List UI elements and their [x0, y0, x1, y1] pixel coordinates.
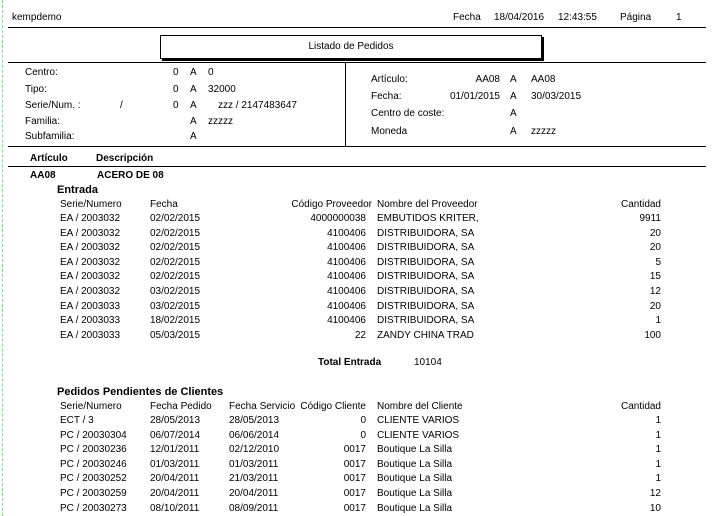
pend-col-serie: Serie/Numero [60, 401, 122, 412]
pend-col-codigo: Código Cliente [300, 401, 366, 412]
pend-col-cantidad: Cantidad [620, 401, 661, 412]
entrada-cell-nombre: DISTRIBUIDORA, SA [377, 227, 475, 239]
entrada-cell-serie: EA / 2003033 [60, 300, 121, 312]
pend-cell-fecha-servicio: 02/12/2010 [229, 444, 280, 456]
pend-cell-cantidad: 10 [649, 502, 661, 514]
pend-cell-fecha-pedido: 20/04/2011 [150, 473, 200, 485]
total-entrada-value: 10104 [414, 357, 442, 368]
section-title-entrada: Entrada [57, 184, 98, 196]
filter-divider [345, 62, 346, 146]
filter-to-marker: A [190, 116, 197, 127]
entrada-cell-serie: EA / 2003032 [60, 242, 121, 254]
entrada-cell-fecha: 02/02/2015 [150, 271, 201, 283]
entrada-col-cantidad: Cantidad [620, 199, 661, 210]
entrada-cell-nombre: DISTRIBUIDORA, SA [377, 271, 475, 283]
filter-label-fecha: Fecha: [371, 91, 402, 102]
page-number: 1 [676, 12, 682, 23]
entrada-col-nombre: Nombre del Proveedor [377, 199, 478, 210]
pend-col-fecha-servicio: Fecha Servicio [229, 401, 296, 412]
pend-cell-fecha-servicio: 06/06/2014 [229, 429, 280, 441]
pend-cell-codigo: 0017 [343, 502, 366, 514]
pend-cell-fecha-servicio: 01/03/2011 [229, 458, 279, 470]
entrada-cell-nombre: DISTRIBUIDORA, SA [377, 242, 475, 254]
filter-label-centro-coste: Centro de coste: [371, 108, 445, 119]
entrada-cell-codigo: 4100406 [327, 300, 366, 312]
section-title-pendientes: Pedidos Pendientes de Clientes [57, 386, 224, 398]
pend-cell-cantidad: 12 [649, 488, 661, 499]
entrada-cell-fecha: 02/02/2015 [150, 242, 201, 254]
entrada-cell-cantidad: 12 [649, 286, 661, 297]
entrada-cell-fecha: 03/02/2015 [150, 286, 201, 297]
entrada-cell-cantidad: 20 [649, 242, 661, 254]
report-time: 12:43:55 [558, 12, 597, 23]
filter-to-marker: A [190, 67, 197, 78]
pend-cell-serie: PC / 20030273 [60, 502, 127, 514]
filter-bottom-rule [8, 146, 706, 147]
pend-cell-nombre: Boutique La Silla [377, 473, 453, 485]
filter-to: zzzzz [208, 116, 233, 127]
filter-label-tipo: Tipo: [25, 84, 47, 95]
col-header-rule [8, 166, 706, 167]
margin-guide [2, 0, 3, 516]
entrada-cell-codigo: 4100406 [327, 315, 366, 327]
entrada-cell-cantidad: 9911 [639, 213, 661, 224]
pend-cell-fecha-pedido: 20/04/2011 [150, 488, 200, 499]
entrada-cell-serie: EA / 2003032 [60, 271, 121, 283]
pend-cell-fecha-servicio: 08/09/2011 [229, 502, 279, 514]
entrada-cell-serie: EA / 2003032 [60, 213, 121, 224]
entrada-cell-nombre: DISTRIBUIDORA, SA [377, 256, 475, 268]
pend-cell-fecha-pedido: 08/10/2011 [150, 502, 200, 514]
entrada-cell-fecha: 05/03/2015 [150, 329, 201, 341]
pend-cell-codigo: 0017 [343, 488, 366, 499]
col-header-articulo: Artículo [30, 153, 68, 164]
pend-cell-serie: PC / 20030259 [60, 488, 127, 499]
filter-to: 32000 [208, 84, 236, 95]
filter-label-centro: Centro: [25, 67, 58, 78]
filter-to-marker: A [510, 91, 517, 102]
page-label: Página [620, 12, 652, 23]
entrada-cell-fecha: 02/02/2015 [150, 227, 201, 239]
pend-cell-serie: ECT / 3 [60, 415, 94, 426]
filter-top-rule [8, 62, 706, 63]
entrada-cell-fecha: 03/02/2015 [150, 300, 201, 312]
pend-cell-serie: PC / 20030236 [60, 444, 127, 456]
entrada-cell-nombre: DISTRIBUIDORA, SA [377, 300, 475, 312]
pend-cell-nombre: CLIENTE VARIOS [377, 429, 460, 441]
filter-to: AA08 [531, 74, 556, 85]
filter-to: 30/03/2015 [531, 91, 582, 102]
col-header-descripcion: Descripción [96, 153, 154, 164]
pend-cell-nombre: Boutique La Silla [377, 502, 453, 514]
pend-cell-cantidad: 1 [655, 473, 661, 485]
entrada-cell-cantidad: 20 [649, 227, 661, 239]
pend-cell-fecha-servicio: 20/04/2011 [229, 488, 279, 499]
filter-label-subfamilia: Subfamilia: [25, 131, 75, 142]
pend-cell-codigo: 0017 [343, 444, 366, 456]
entrada-col-serie: Serie/Numero [60, 199, 122, 210]
entrada-cell-codigo: 4100406 [327, 227, 366, 239]
pend-cell-fecha-servicio: 28/05/2013 [229, 415, 280, 426]
pend-cell-fecha-pedido: 06/07/2014 [150, 429, 201, 441]
pend-cell-codigo: 0 [360, 415, 366, 426]
filter-from: 0 [173, 100, 179, 111]
filter-to: 0 [208, 67, 214, 78]
entrada-cell-serie: EA / 2003032 [60, 227, 121, 239]
entrada-cell-cantidad: 1 [655, 315, 661, 327]
pend-cell-nombre: Boutique La Silla [377, 444, 453, 456]
pend-cell-cantidad: 1 [655, 458, 661, 470]
entrada-cell-serie: EA / 2003033 [60, 329, 121, 341]
pend-cell-codigo: 0017 [343, 473, 366, 485]
article-code: AA08 [30, 170, 56, 181]
entrada-col-fecha: Fecha [150, 199, 178, 210]
entrada-col-codigo: Código Proveedor [291, 199, 372, 210]
pend-cell-fecha-servicio: 21/03/2011 [229, 473, 279, 485]
pend-cell-serie: PC / 20030246 [60, 458, 127, 470]
pend-col-fecha-pedido: Fecha Pedido [150, 401, 212, 412]
entrada-cell-serie: EA / 2003032 [60, 256, 121, 268]
entrada-cell-cantidad: 5 [655, 256, 661, 268]
entrada-cell-cantidad: 20 [649, 300, 661, 312]
pend-cell-cantidad: 1 [655, 444, 661, 456]
entrada-cell-nombre: EMBUTIDOS KRITER, [377, 213, 479, 224]
user-name: kempdemo [12, 12, 62, 23]
entrada-cell-cantidad: 100 [644, 329, 661, 341]
entrada-cell-codigo: 4100406 [327, 256, 366, 268]
filter-from: 0 [173, 67, 179, 78]
article-description: ACERO DE 08 [97, 170, 164, 181]
filter-serie-slash: / [120, 100, 123, 111]
filter-to: zzzzz [531, 126, 556, 137]
entrada-cell-codigo: 4000000038 [310, 213, 366, 224]
pend-col-nombre: Nombre del Cliente [377, 401, 463, 412]
filter-to-marker: A [190, 131, 197, 142]
header-rule [8, 27, 706, 28]
entrada-cell-codigo: 4100406 [327, 286, 366, 297]
pend-cell-fecha-pedido: 28/05/2013 [150, 415, 201, 426]
date-label: Fecha [453, 12, 481, 23]
entrada-cell-fecha: 02/02/2015 [150, 256, 201, 268]
entrada-cell-codigo: 4100406 [327, 242, 366, 254]
pend-cell-nombre: CLIENTE VARIOS [377, 415, 460, 426]
entrada-cell-nombre: DISTRIBUIDORA, SA [377, 315, 475, 327]
filter-to: zzz / 2147483647 [218, 100, 297, 111]
pend-cell-codigo: 0 [360, 429, 366, 441]
report-title: Listado de Pedidos [160, 35, 542, 59]
entrada-cell-serie: EA / 2003032 [60, 286, 121, 297]
entrada-cell-cantidad: 15 [649, 271, 661, 283]
filter-to-marker: A [510, 74, 517, 85]
entrada-cell-fecha: 18/02/2015 [150, 315, 201, 327]
filter-label-moneda: Moneda [371, 126, 408, 137]
filter-label-familia: Familia: [25, 116, 61, 127]
pend-cell-cantidad: 1 [655, 415, 661, 426]
pend-cell-codigo: 0017 [343, 458, 366, 470]
pend-cell-serie: PC / 20030252 [60, 473, 127, 485]
entrada-cell-fecha: 02/02/2015 [150, 213, 201, 224]
filter-to-marker: A [190, 100, 197, 111]
pend-cell-cantidad: 1 [655, 429, 661, 441]
filter-label-articulo: Artículo: [371, 74, 408, 85]
filter-to-marker: A [510, 126, 517, 137]
entrada-cell-codigo: 22 [354, 329, 366, 341]
report-date: 18/04/2016 [494, 12, 545, 23]
entrada-cell-serie: EA / 2003033 [60, 315, 121, 327]
filter-from: 01/01/2015 [449, 91, 500, 102]
filter-from: 0 [173, 84, 179, 95]
filter-to-marker: A [510, 108, 517, 119]
pend-cell-nombre: Boutique La Silla [377, 458, 453, 470]
total-entrada-label: Total Entrada [318, 357, 382, 368]
entrada-cell-nombre: DISTRIBUIDORA, SA [377, 286, 475, 297]
entrada-cell-codigo: 4100406 [327, 271, 366, 283]
entrada-cell-nombre: ZANDY CHINA TRAD [377, 329, 474, 341]
pend-cell-nombre: Boutique La Silla [377, 488, 453, 499]
filter-from: AA08 [475, 74, 500, 85]
pend-cell-fecha-pedido: 12/01/2011 [150, 444, 200, 456]
filter-label-serie: Serie/Num. : [25, 100, 81, 111]
pend-cell-serie: PC / 20030304 [60, 429, 127, 441]
filter-to-marker: A [190, 84, 197, 95]
pend-cell-fecha-pedido: 01/03/2011 [150, 458, 200, 470]
